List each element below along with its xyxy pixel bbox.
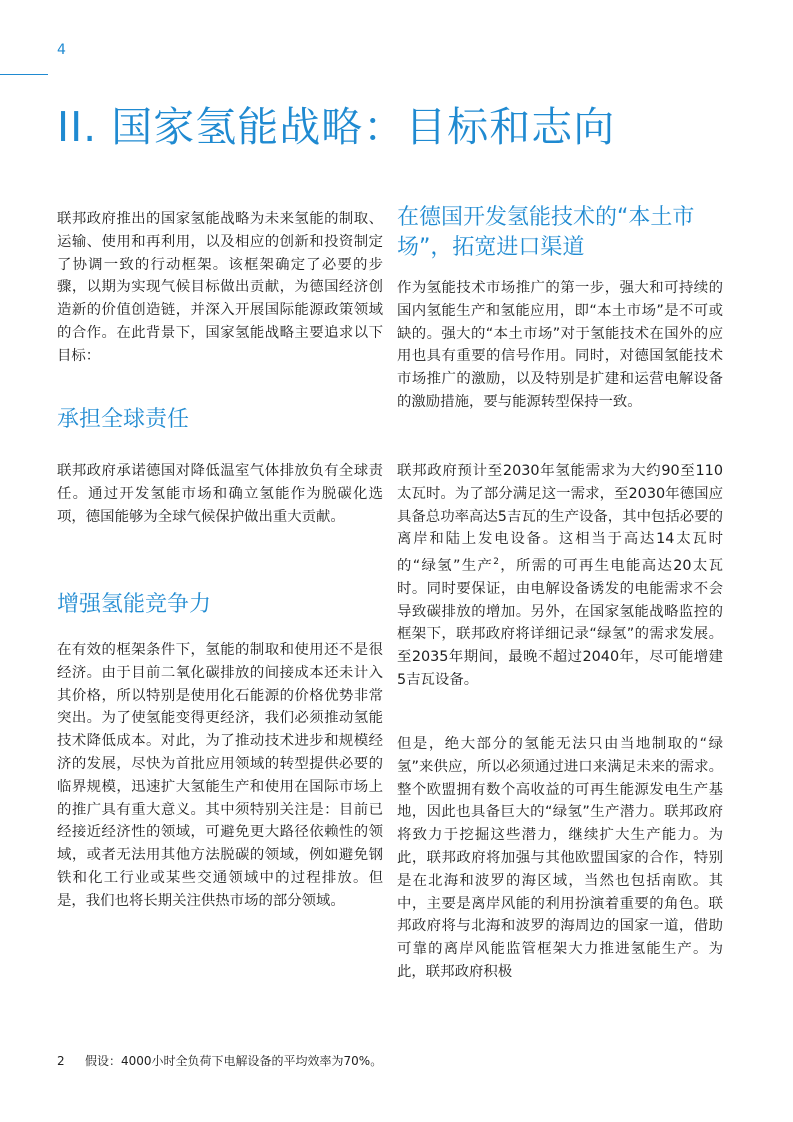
section-heading-home-market: 在德国开发氢能技术的“本土市场”，拓宽进口渠道: [397, 205, 695, 260]
section-heading-competitiveness: 增强氢能竞争力: [57, 592, 212, 617]
footnote: [57, 1052, 382, 1069]
demand-paragraph: [397, 460, 723, 692]
footnote-text: 假设：4000小时全负荷下电解设备的平均效率为70%。: [85, 1054, 383, 1068]
demand-text-part1: 联邦政府预计至2030年氢能需求为大约90至110太瓦时。为了部分满足这一需求，至2030年德国应具备总功率高达5吉瓦的生产设备，其中包括必要的离岸和陆上发电设备。这相当于高达14太瓦时的“绿氢”生产: [397, 463, 723, 574]
intro-paragraph: 联邦政府推出的国家氢能战略为未来氢能的制取、运输、使用和再利用，以及相应的创新和投资制定了协调一致的行动框架。该框架确定了必要的步骤，以期为实现气候目标做出贡献，为德国经济创造新的价值创造链，并深入开展国际能源政策领域的合作。在此背景下，国家氢能战略主要追求以下目标：: [57, 211, 383, 364]
home-market-paragraph: 作为氢能技术市场推广的第一步，强大和可持续的国内氢能生产和氢能应用，即“本土市场”是不可或缺的。强大的“本土市场”对于氢能技术在国外的应用也具有重要的信号作用。同时，对德国氢能技术市场推广的激励，以及特别是扩建和运营电解设备的激励措施，要与能源转型保持一致。: [397, 280, 723, 410]
footnote-reference: 2: [493, 557, 499, 568]
page-number: 4: [57, 42, 66, 58]
section-heading-global-responsibility: 承担全球责任: [57, 407, 190, 432]
footnote-number: 2: [57, 1054, 65, 1068]
competitiveness-paragraph: 在有效的框架条件下，氢能的制取和使用还不是很经济。由于目前二氧化碳排放的间接成本还未计入其价格，所以特别是使用化石能源的价格优势非常突出。为了使氢能变得更经济，我们必须推动氢能技术降低成本。对此，为了推动技术进步和规模经济的发展，尽快为首批应用领域的转型提供必要的临界规模，迅速扩大氢能生产和使用在国际市场上的推广具有重大意义。其中须特别关注是：目前已经接近经济性的领域，可避免更大路径依赖性的领域，或者无法用其他方法脱碳的领域，例如避免钢铁和化工行业或某些交通领域中的过程排放。但是，我们也将长期关注供热市场的部分领域。: [57, 642, 383, 909]
demand-text-part2: ，所需的可再生电能高达20太瓦时。同时要保证，由电解设备诱发的电能需求不会导致碳排放的增加。另外，在国家氢能战略监控的框架下，联邦政府将详细记录“绿氢”的需求发展。至2035年期间，最晚不超过2040年，尽可能增建5吉瓦设备。: [397, 557, 723, 688]
header-rule: [0, 74, 48, 75]
page-title: II. 国家氢能战略：目标和志向: [57, 103, 616, 151]
global-responsibility-paragraph: 联邦政府承诺德国对降低温室气体排放负有全球责任。通过开发氢能市场和确立氢能作为脱碳化选项，德国能够为全球气候保护做出重大贡献。: [57, 463, 383, 525]
import-paragraph: 但是，绝大部分的氢能无法只由当地制取的“绿氢”来供应，所以必须通过进口来满足未来的需求。整个欧盟拥有数个高收益的可再生能源发电生产基地，因此也具备巨大的“绿氢”生产潜力。联邦政府将致力于挖掘这些潜力，继续扩大生产能力。为此，联邦政府将加强与其他欧盟国家的合作，特别是在北海和波罗的海区域，当然也包括南欧。其中，主要是离岸风能的利用扮演着重要的角色。联邦政府将与北海和波罗的海周边的国家一道，借助可靠的离岸风能监管框架大力推进氢能生产。为此，联邦政府积极: [397, 736, 723, 980]
